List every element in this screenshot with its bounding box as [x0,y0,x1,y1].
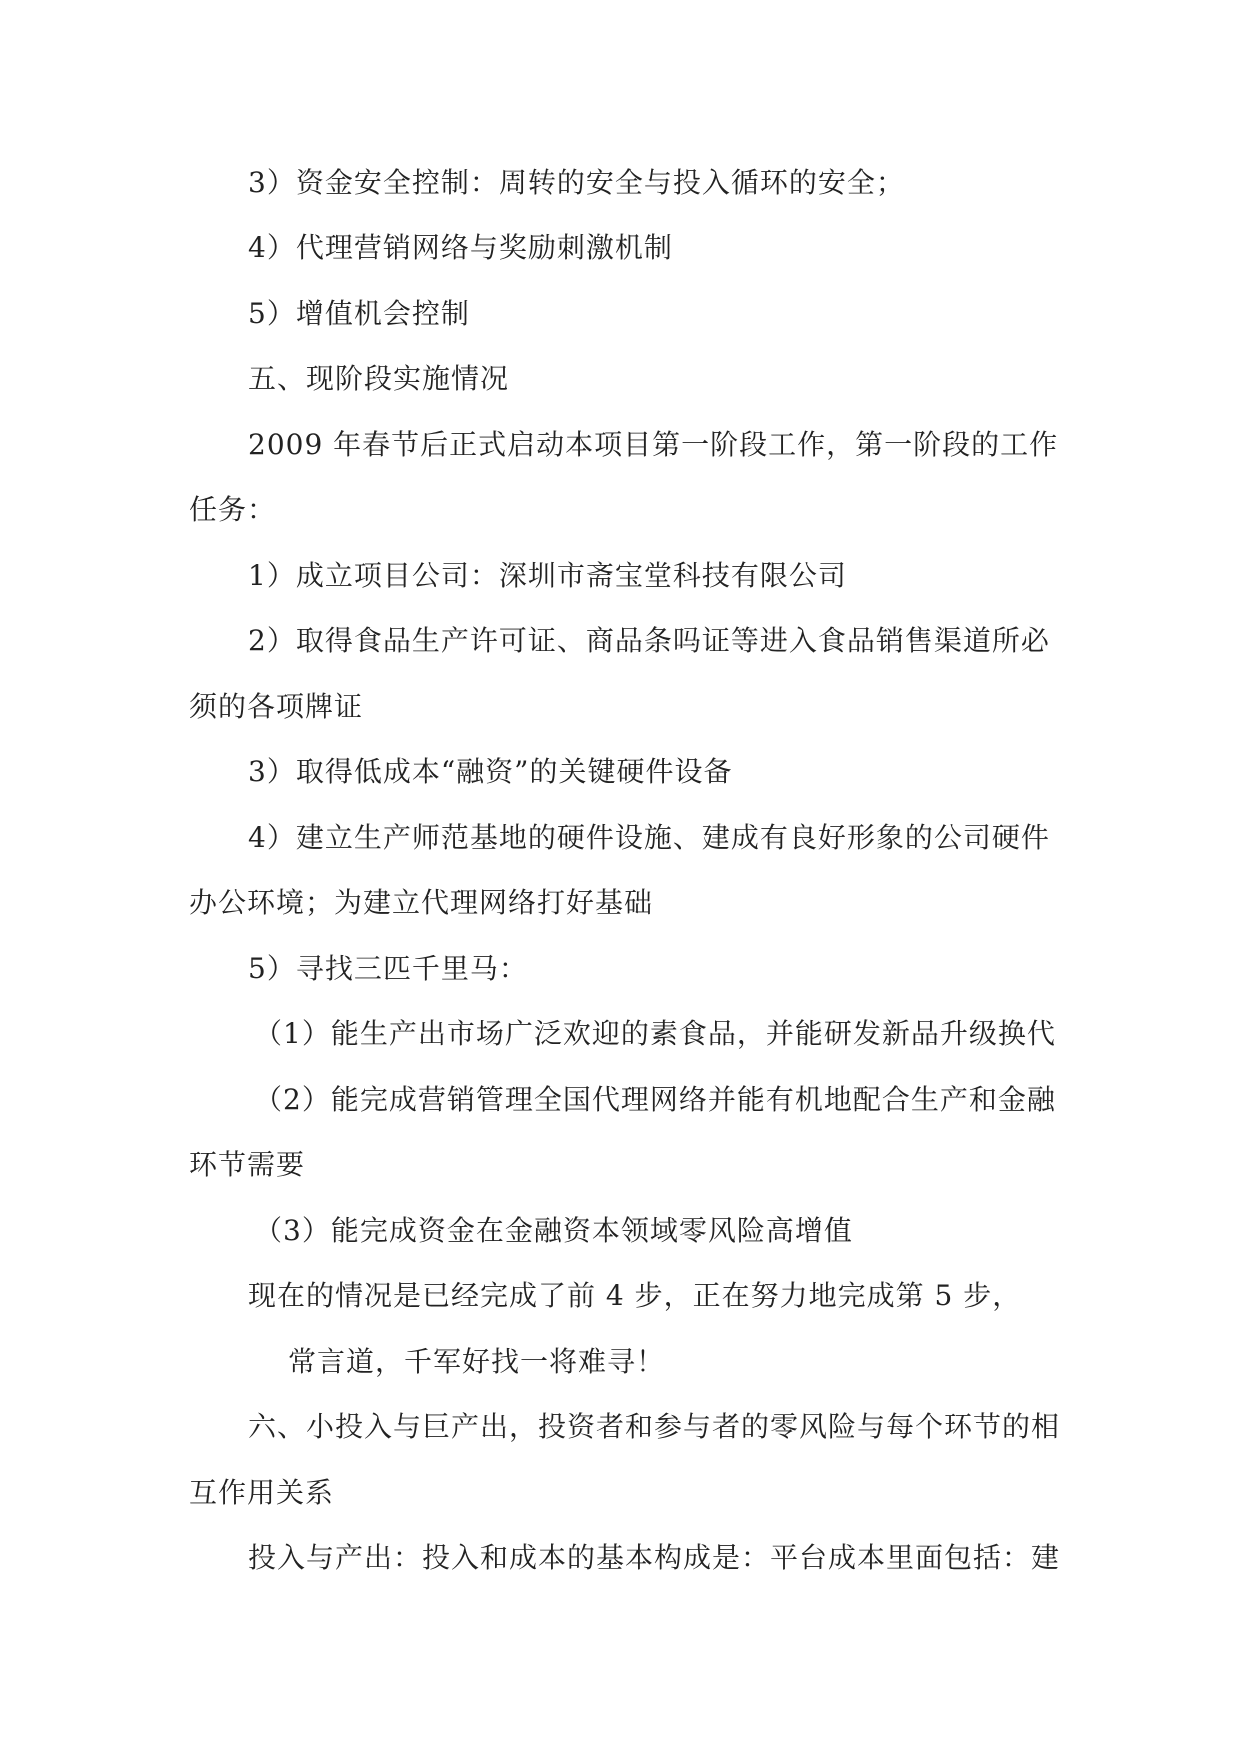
text-line: 2009 年春节后正式启动本项目第一阶段工作，第一阶段的工作 [248,428,1059,461]
section-heading: 五、现阶段实施情况 [248,362,510,395]
text-line: 5）增值机会控制 [248,297,470,330]
text-line: 投入与产出：投入和成本的基本构成是：平台成本里面包括：建 [248,1541,1061,1574]
text-line: 4）代理营销网络与奖励刺激机制 [248,231,673,264]
text-line: 任务： [189,493,277,526]
text-line: （1）能生产出市场广泛欢迎的素食品，并能研发新品升级换代 [254,1017,1056,1050]
text-line: 3）取得低成本“融资”的关键硬件设备 [248,755,733,788]
text-line: （2）能完成营销管理全国代理网络并能有机地配合生产和金融 [254,1083,1056,1116]
text-line: 3）资金安全控制：周转的安全与投入循环的安全； [248,166,905,199]
text-line: 须的各项牌证 [189,690,364,723]
text-line: 互作用关系 [189,1476,335,1509]
text-line: 环节需要 [189,1148,306,1181]
text-line: 常言道，千军好找一将难寻！ [288,1345,666,1378]
text-line: （3）能完成资金在金融资本领域零风险高增值 [254,1214,853,1247]
text-line: 2）取得食品生产许可证、商品条吗证等进入食品销售渠道所必 [248,624,1050,657]
text-line: 5）寻找三匹千里马： [248,952,528,985]
text-line: 办公环境；为建立代理网络打好基础 [189,886,654,919]
text-line: 现在的情况是已经完成了前 4 步，正在努力地完成第 5 步， [248,1279,1022,1312]
text-line: 1）成立项目公司：深圳市斋宝堂科技有限公司 [248,559,847,592]
section-heading: 六、小投入与巨产出，投资者和参与者的零风险与每个环节的相 [248,1410,1061,1443]
text-line: 4）建立生产师范基地的硬件设施、建成有良好形象的公司硬件 [248,821,1050,854]
